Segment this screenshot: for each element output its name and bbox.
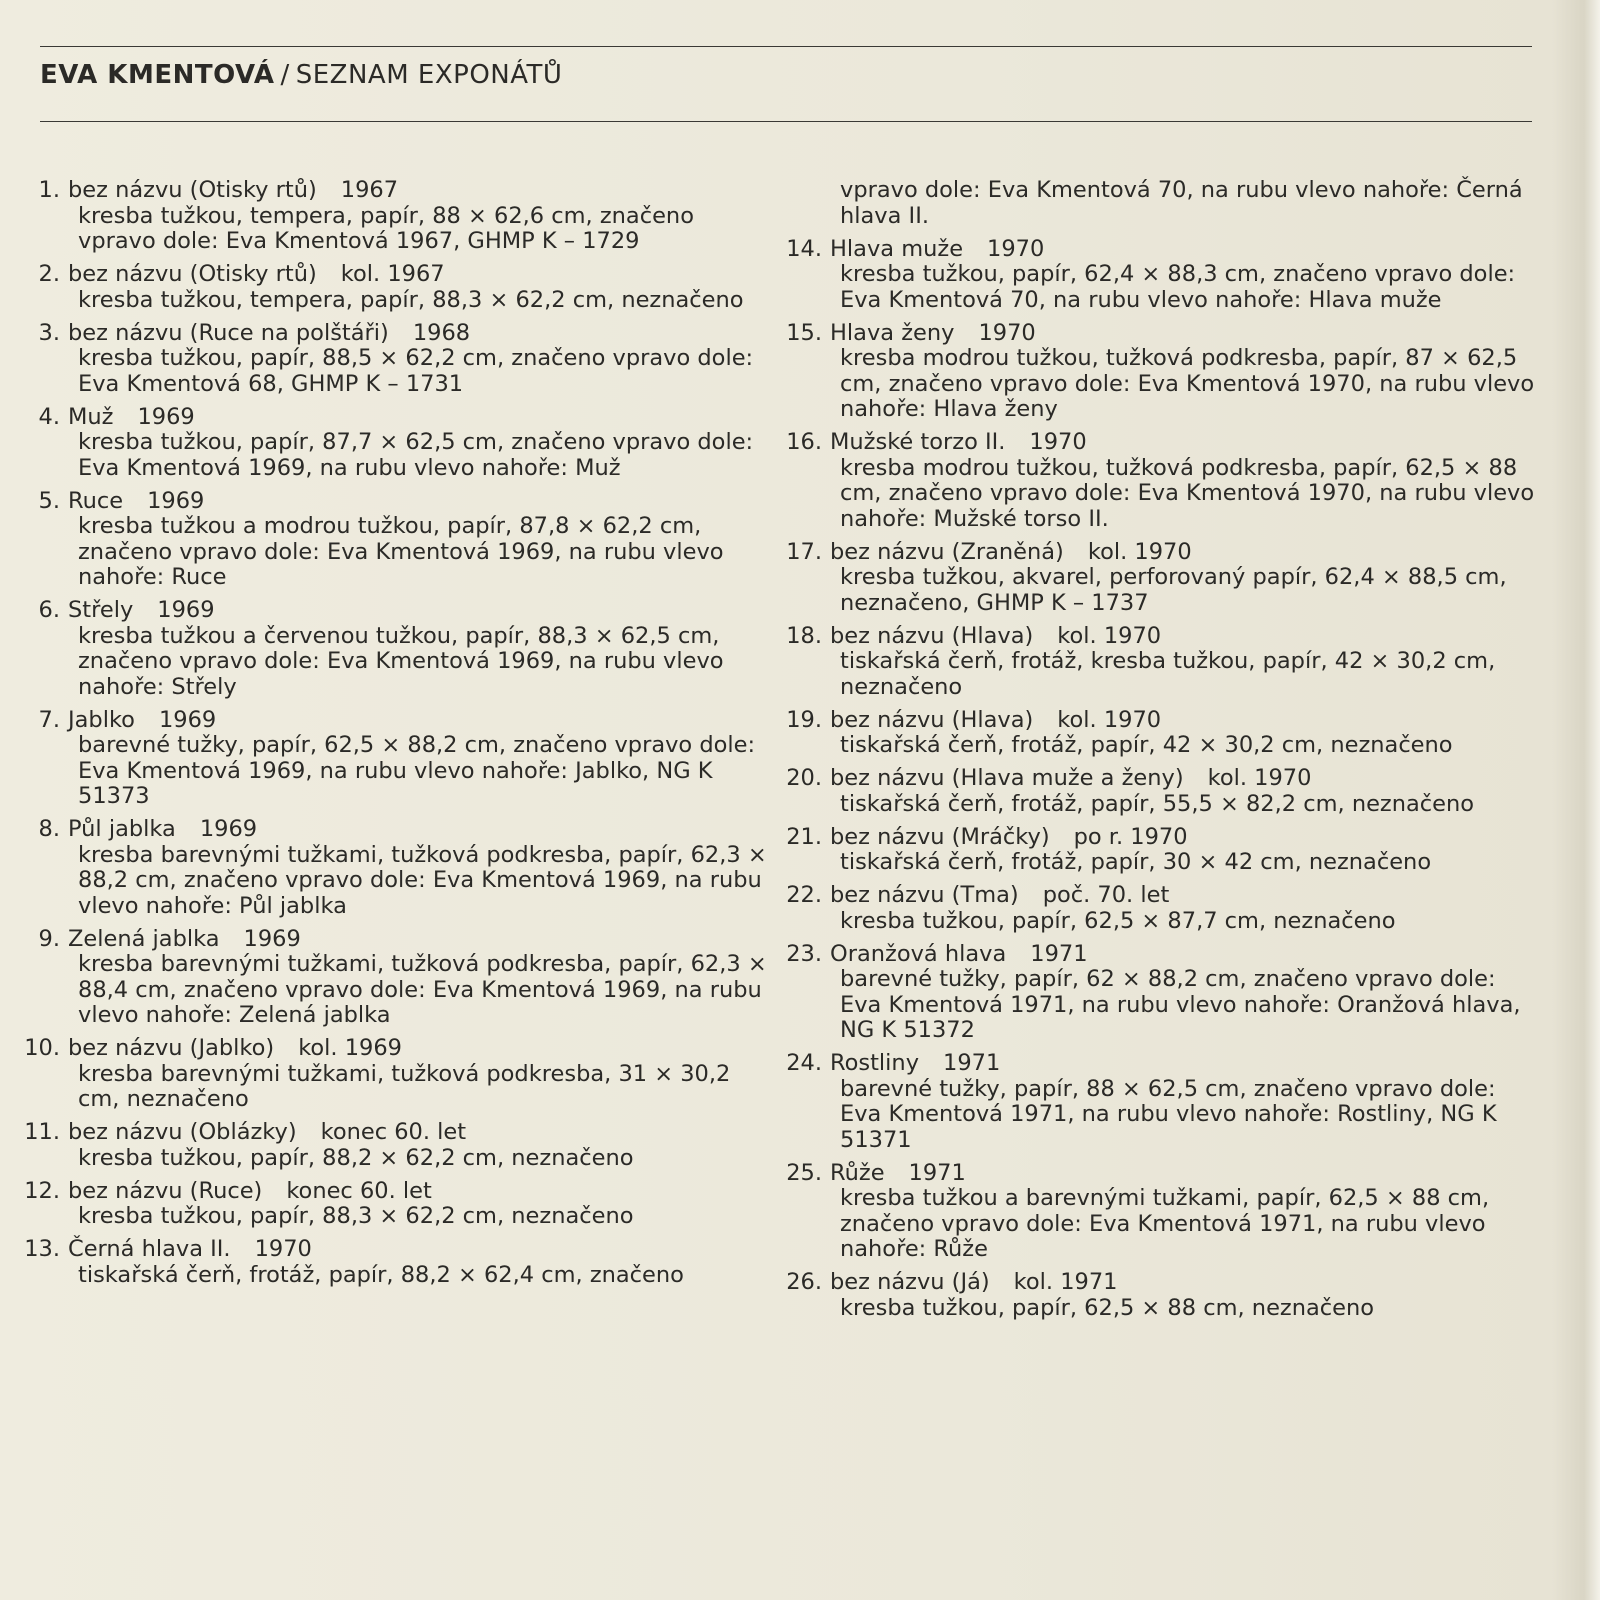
exhibit-body	[830, 624, 1540, 701]
exhibit-title: bez názvu (Já)	[830, 1269, 990, 1295]
exhibit-entry	[18, 598, 768, 700]
exhibit-entry	[780, 540, 1540, 617]
exhibit-description: kresba tužkou a barevnými tužkami, papír, 62,5 × 88 cm, značeno vpravo dole: Eva Kmentová 1971, na rubu vlevo nahoře: Růže	[840, 1185, 1490, 1262]
exhibit-number: 17.	[786, 538, 822, 565]
exhibit-number: 11.	[24, 1119, 60, 1145]
exhibit-entry	[18, 321, 768, 398]
exhibit-list-left-column	[18, 178, 768, 1296]
exhibit-date: kol. 1970	[1087, 538, 1192, 565]
author-name: EVA KMENTOVÁ	[40, 60, 275, 90]
exhibit-title-line	[68, 489, 768, 515]
exhibit-title: Mužské torzo II.	[830, 429, 1006, 455]
exhibit-number: 6.	[38, 597, 60, 623]
exhibit-title: bez názvu (Hlava)	[830, 622, 1034, 649]
exhibit-body	[68, 598, 768, 700]
exhibit-entry	[18, 262, 768, 313]
exhibit-date: konec 60. let	[286, 1177, 432, 1204]
exhibit-entry	[18, 1237, 768, 1288]
exhibit-title-line	[830, 430, 1540, 456]
exhibit-description: kresba modrou tužkou, tužková podkresba, papír, 62,5 × 88 cm, značeno vpravo dole: Eva Kmentová 1970, na rubu vlevo nahoře: Mužské torso II.	[840, 454, 1535, 532]
exhibit-body	[68, 1036, 768, 1113]
exhibit-title-line	[68, 405, 768, 431]
exhibit-title: Jablko	[68, 706, 135, 733]
exhibit-description: tiskařská čerň, frotáž, kresba tužkou, papír, 42 × 30,2 cm, neznačeno	[840, 648, 1496, 700]
exhibit-entry	[18, 405, 768, 482]
exhibit-title: Černá hlava II.	[68, 1236, 231, 1262]
header-bottom-rule	[40, 121, 1532, 122]
exhibit-body	[830, 237, 1540, 314]
exhibit-body	[68, 262, 768, 313]
exhibit-title: bez názvu (Hlava muže a ženy)	[830, 765, 1184, 791]
exhibit-date: po r. 1970	[1073, 823, 1188, 850]
exhibit-entry	[18, 817, 768, 919]
exhibit-title: bez názvu (Zraněná)	[830, 538, 1064, 565]
exhibit-entry	[18, 708, 768, 810]
exhibit-number: 1.	[38, 177, 60, 203]
exhibit-body	[68, 1179, 768, 1230]
exhibit-body	[830, 1270, 1540, 1321]
exhibit-body	[68, 708, 768, 810]
exhibit-title: bez názvu (Otisky rtů)	[68, 177, 317, 203]
exhibit-description: kresba tužkou, tempera, papír, 88 × 62,6 cm, značeno vpravo dole: Eva Kmentová 1967, GHMP K – 1729	[78, 202, 694, 254]
exhibit-title-line	[68, 1036, 768, 1062]
exhibit-entry	[780, 1161, 1540, 1263]
exhibit-title-line	[830, 766, 1540, 792]
exhibit-title-line	[830, 540, 1540, 566]
exhibit-title-line	[830, 321, 1540, 347]
exhibit-number: 15.	[786, 319, 822, 346]
exhibit-number: 16.	[786, 429, 822, 455]
section-title: SEZNAM EXPONÁTŮ	[295, 60, 563, 90]
exhibit-description: kresba tužkou, papír, 62,4 × 88,3 cm, značeno vpravo dole: Eva Kmentová 70, na rubu vlevo nahoře: Hlava muže	[840, 261, 1516, 313]
exhibit-entry	[18, 1179, 768, 1230]
exhibit-date: poč. 70. let	[1042, 882, 1170, 908]
exhibit-title-line	[830, 1051, 1540, 1077]
exhibit-date: 1971	[1030, 940, 1088, 967]
exhibit-title: Půl jablka	[68, 816, 176, 842]
exhibit-description: kresba barevnými tužkami, tužková podkresba, 31 × 30,2 cm, neznačeno	[78, 1060, 731, 1112]
exhibit-entry	[780, 708, 1540, 759]
exhibit-number: 14.	[786, 235, 822, 262]
exhibit-body	[68, 1120, 768, 1171]
exhibit-number: 10.	[24, 1035, 60, 1061]
exhibit-description: kresba tužkou, tempera, papír, 88,3 × 62,2 cm, neznačeno	[78, 286, 744, 313]
exhibit-title: Rostliny	[830, 1050, 920, 1076]
exhibit-date: 1967	[340, 177, 399, 203]
exhibit-description: kresba tužkou, akvarel, perforovaný papír, 62,4 × 88,5 cm, neznačeno, GHMP K – 1737	[840, 564, 1507, 616]
exhibit-body	[830, 708, 1540, 759]
exhibit-title-line	[830, 237, 1540, 263]
exhibit-date: 1969	[199, 816, 258, 842]
exhibit-number: 18.	[786, 622, 822, 649]
exhibit-date: 1968	[412, 319, 471, 346]
exhibit-date: konec 60. let	[320, 1119, 467, 1145]
exhibit-body	[68, 178, 768, 255]
exhibit-title: Ruce	[68, 487, 124, 514]
exhibit-entry	[780, 430, 1540, 532]
entry-13-continuation: vpravo dole: Eva Kmentová 70, na rubu vlevo nahoře: Černá hlava II.	[840, 177, 1523, 229]
exhibit-body	[830, 766, 1540, 817]
exhibit-title-line	[68, 321, 768, 347]
exhibit-title-line	[830, 624, 1540, 650]
exhibit-number: 8.	[38, 816, 60, 842]
exhibit-body	[830, 825, 1540, 876]
exhibit-date: kol. 1971	[1013, 1269, 1118, 1295]
exhibit-description: kresba tužkou, papír, 88,3 × 62,2 cm, neznačeno	[78, 1203, 634, 1229]
exhibit-title-line	[68, 1120, 768, 1146]
exhibit-date: 1971	[908, 1159, 966, 1186]
exhibit-description: kresba tužkou a modrou tužkou, papír, 87,8 × 62,2 cm, značeno vpravo dole: Eva Kmentová 1969, na rubu vlevo nahoře: Ruce	[78, 513, 724, 590]
exhibit-list-right-column	[780, 178, 1540, 1329]
exhibit-title-line	[830, 942, 1540, 968]
exhibit-title-line	[68, 1179, 768, 1205]
exhibit-entry	[780, 825, 1540, 876]
exhibit-description: tiskařská čerň, frotáž, papír, 42 × 30,2 cm, neznačeno	[840, 732, 1453, 758]
exhibit-entry	[780, 1051, 1540, 1153]
exhibit-description: tiskařská čerň, frotáž, papír, 30 × 42 cm, neznačeno	[840, 849, 1432, 875]
exhibit-number: 12.	[24, 1177, 60, 1204]
exhibit-body	[830, 321, 1540, 423]
exhibit-number: 9.	[38, 925, 60, 952]
exhibit-entry	[780, 883, 1540, 934]
exhibit-title: bez názvu (Oblázky)	[68, 1119, 297, 1145]
exhibit-title: Zelená jablka	[68, 925, 220, 952]
exhibit-number: 4.	[38, 403, 60, 430]
exhibit-title-line	[830, 708, 1540, 734]
exhibit-number: 2.	[38, 261, 60, 287]
exhibit-date: 1969	[158, 706, 217, 733]
header-top-rule	[40, 46, 1532, 47]
exhibit-title: Střely	[68, 597, 134, 623]
exhibit-date: 1970	[978, 319, 1036, 346]
exhibit-number: 20.	[786, 765, 822, 791]
exhibit-description: kresba tužkou, papír, 87,7 × 62,5 cm, značeno vpravo dole: Eva Kmentová 1969, na rubu vlevo nahoře: Muž	[78, 429, 754, 481]
exhibit-description: kresba tužkou a červenou tužkou, papír, 88,3 × 62,5 cm, značeno vpravo dole: Eva Kmentová 1969, na rubu vlevo nahoře: Střely	[78, 622, 724, 700]
exhibit-description: tiskařská čerň, frotáž, papír, 88,2 × 62,4 cm, značeno	[78, 1261, 684, 1288]
exhibit-number: 22.	[786, 882, 822, 908]
exhibit-title-line	[68, 927, 768, 953]
exhibit-number: 21.	[786, 823, 822, 850]
exhibit-entry	[780, 766, 1540, 817]
exhibit-date: 1970	[254, 1236, 312, 1262]
exhibit-body	[830, 1051, 1540, 1153]
exhibit-title-line	[68, 708, 768, 734]
exhibit-title-line	[68, 598, 768, 624]
exhibit-date: kol. 1970	[1057, 706, 1162, 733]
exhibit-entry	[18, 489, 768, 591]
exhibit-title: bez názvu (Ruce na polštáři)	[68, 319, 389, 346]
exhibit-title-line	[830, 1161, 1540, 1187]
exhibit-description: tiskařská čerň, frotáž, papír, 55,5 × 82,2 cm, neznačeno	[840, 790, 1475, 817]
exhibit-entry	[18, 1036, 768, 1113]
exhibit-title: bez názvu (Jablko)	[68, 1035, 275, 1061]
exhibit-number: 3.	[38, 319, 60, 346]
exhibit-title-line	[830, 1270, 1540, 1296]
exhibit-title: Hlava ženy	[830, 319, 955, 346]
exhibit-title: bez názvu (Tma)	[830, 882, 1019, 908]
exhibit-number: 13.	[24, 1236, 60, 1262]
header-separator: /	[280, 60, 290, 90]
exhibit-title-line	[68, 178, 768, 204]
exhibit-title: Růže	[830, 1159, 885, 1186]
exhibit-title: bez názvu (Ruce)	[68, 1177, 263, 1204]
exhibit-entry	[18, 927, 768, 1029]
exhibit-date: 1971	[943, 1050, 1001, 1076]
exhibit-description: kresba barevnými tužkami, tužková podkresba, papír, 62,3 × 88,2 cm, značeno vpravo dole: Eva Kmentová 1969, na rubu vlevo nahoře: Půl jablka	[78, 841, 767, 919]
exhibit-entry	[780, 321, 1540, 423]
exhibit-date: 1969	[243, 925, 301, 952]
exhibit-title: bez názvu (Otisky rtů)	[68, 261, 317, 287]
exhibit-title-line	[830, 825, 1540, 851]
exhibit-number: 23.	[786, 940, 822, 967]
exhibit-body	[68, 927, 768, 1029]
exhibit-entry	[18, 178, 768, 255]
exhibit-body	[830, 430, 1540, 532]
exhibit-description: barevné tužky, papír, 62 × 88,2 cm, značeno vpravo dole: Eva Kmentová 1971, na rubu vlevo nahoře: Oranžová hlava, NG K 51372	[840, 966, 1521, 1043]
exhibit-number: 7.	[38, 706, 60, 733]
exhibit-title: bez názvu (Hlava)	[830, 706, 1034, 733]
exhibit-body	[68, 1237, 768, 1288]
exhibit-body	[830, 883, 1540, 934]
exhibit-description: kresba tužkou, papír, 88,5 × 62,2 cm, značeno vpravo dole: Eva Kmentová 68, GHMP K – 1731	[78, 345, 754, 397]
exhibit-body	[68, 817, 768, 919]
exhibit-date: 1969	[137, 403, 195, 430]
exhibit-date: kol. 1967	[340, 261, 445, 287]
exhibit-title: bez názvu (Mráčky)	[830, 823, 1050, 850]
exhibit-title: Hlava muže	[830, 235, 964, 262]
exhibit-entry	[18, 1120, 768, 1171]
exhibit-number: 24.	[786, 1050, 822, 1076]
exhibit-title-line	[830, 883, 1540, 909]
exhibit-date: kol. 1969	[298, 1035, 402, 1061]
exhibit-number: 19.	[786, 706, 822, 733]
exhibit-number: 26.	[786, 1269, 822, 1295]
exhibit-body	[830, 1161, 1540, 1263]
exhibit-body	[68, 321, 768, 398]
exhibit-title-line	[68, 1237, 768, 1263]
exhibit-description: kresba modrou tužkou, tužková podkresba, papír, 87 × 62,5 cm, značeno vpravo dole: Eva Kmentová 1970, na rubu vlevo nahoře: Hlava ženy	[840, 345, 1535, 422]
exhibit-title: Oranžová hlava	[830, 940, 1007, 967]
page-header	[40, 60, 562, 90]
exhibit-description: kresba tužkou, papír, 62,5 × 88 cm, neznačeno	[840, 1294, 1375, 1321]
exhibit-title: Muž	[68, 403, 114, 430]
exhibit-number: 25.	[786, 1159, 822, 1186]
exhibit-date: 1970	[987, 235, 1045, 262]
exhibit-date: 1969	[147, 487, 205, 514]
right-column-entries	[780, 237, 1540, 1322]
exhibit-body	[68, 489, 768, 591]
exhibit-description: barevné tužky, papír, 88 × 62,5 cm, značeno vpravo dole: Eva Kmentová 1971, na rubu vlevo nahoře: Rostliny, NG K 51371	[840, 1075, 1497, 1153]
exhibit-entry	[780, 942, 1540, 1044]
exhibit-date: kol. 1970	[1057, 622, 1162, 649]
exhibit-date: kol. 1970	[1207, 765, 1312, 791]
exhibit-description: kresba barevnými tužkami, tužková podkresba, papír, 62,3 × 88,4 cm, značeno vpravo dole: Eva Kmentová 1969, na rubu vlevo nahoře: Zelená jablka	[78, 951, 767, 1028]
exhibit-date: 1970	[1029, 429, 1087, 455]
exhibit-description: barevné tužky, papír, 62,5 × 88,2 cm, značeno vpravo dole: Eva Kmentová 1969, na rubu vlevo nahoře: Jablko, NG K 51373	[78, 732, 756, 809]
exhibit-body	[830, 540, 1540, 617]
exhibit-body	[68, 405, 768, 482]
exhibit-description: kresba tužkou, papír, 88,2 × 62,2 cm, neznačeno	[78, 1144, 634, 1171]
exhibit-title-line	[68, 262, 768, 288]
exhibit-title-line	[68, 817, 768, 843]
exhibit-body	[830, 942, 1540, 1044]
exhibit-description: kresba tužkou, papír, 62,5 × 87,7 cm, neznačeno	[840, 907, 1396, 934]
exhibit-date: 1969	[157, 597, 215, 623]
exhibit-entry	[780, 624, 1540, 701]
exhibit-entry	[780, 1270, 1540, 1321]
exhibit-entry	[780, 237, 1540, 314]
exhibit-number: 5.	[38, 487, 60, 514]
